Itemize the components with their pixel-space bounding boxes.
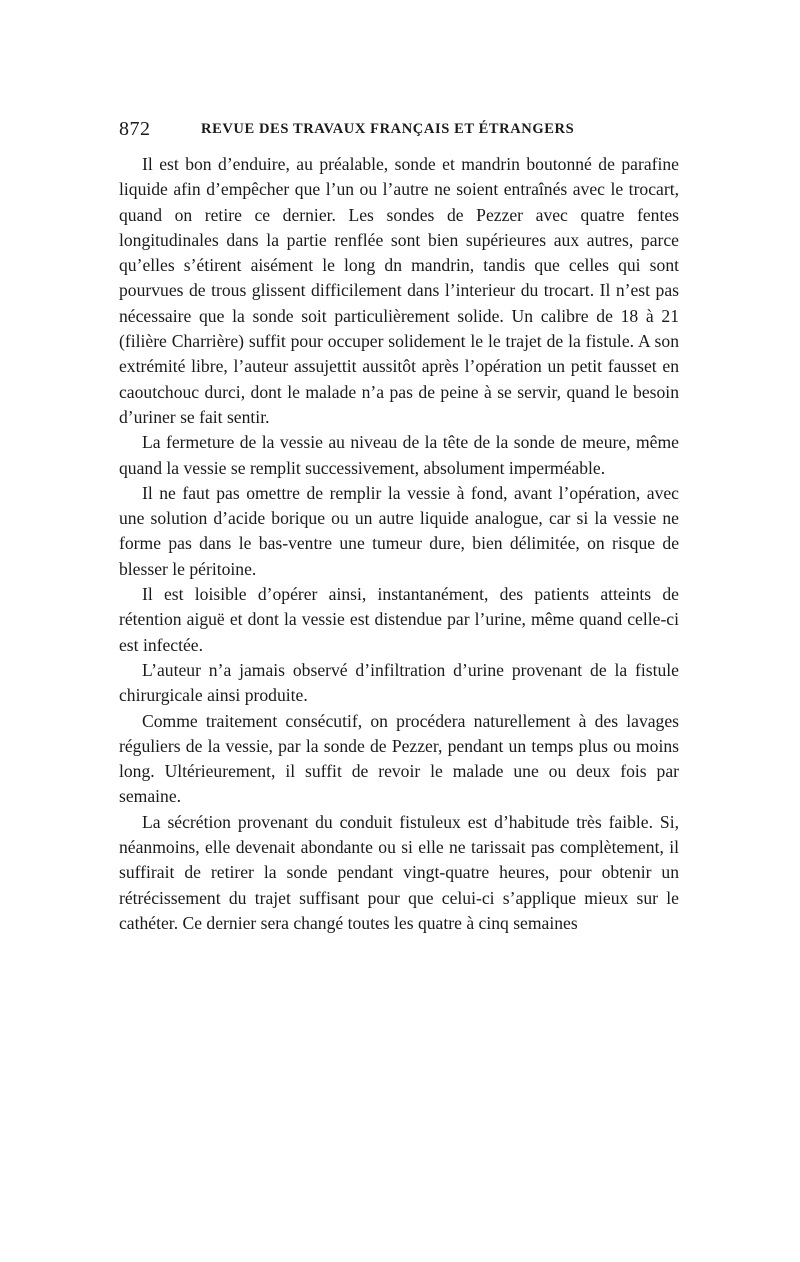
- paragraph-retention-aigue: Il est loisible d’opérer ainsi, instantanément, des patients atteints de rétention aiguë et dont la vessie est distendue par l’urine, même quand celle-ci est infectée.: [119, 584, 679, 655]
- paragraph-fermeture-vessie: La fermeture de la vessie au niveau de la tête de la sonde de meure, même quand la vessie se remplit successivement, absolument imperméable.: [119, 432, 679, 478]
- body-text: [119, 152, 679, 936]
- paragraph-secretion: La sécrétion provenant du conduit fistuleux est d’habitude très faible. Si, néanmoins, elle devenait abondante ou si elle ne tarissait pas complètement, il suffirait de retirer la sonde pendant vingt-quatre heures, pour obtenir un rétrécissement du trajet suffisant pour que celui-ci s’applique mieux sur le cathéter. Ce dernier sera changé toutes les quatre à cinq semaines: [119, 811, 679, 933]
- paragraph-remplir-vessie: Il ne faut pas omettre de remplir la vessie à fond, avant l’opération, avec une solution d’acide borique ou un autre liquide analogue, car si la vessie ne forme pas dans le bas-ventre une tumeur dure, bien délimitée, on risque de blesser le péritoine.: [119, 482, 679, 579]
- paragraph-infiltration: L’auteur n’a jamais observé d’infiltration d’urine provenant de la fistule chirurgicale ainsi produite.: [119, 659, 679, 706]
- running-header: [119, 118, 679, 142]
- paragraph-sonde-preparation: Il est bon d’enduire, au préalable, sonde et mandrin boutonné de parafine liquide afin d’empêcher que l’un ou l’autre ne soient entraînés avec le trocart, quand on retire ce dernier. Les sondes de Pezzer avec quatre fentes longitudinales dans la partie renflée sont bien supérieures aux autres, parce qu’elles s’étirent aisément le long dn mandrin, tandis que celles qui sont pourvues de trous glissent difficilement dans l’interieur du trocart. Il n’est pas nécessaire que la sonde soit particulièrement solide. Un calibre de 18 à 21 (filière Charrière) suffit pour occuper solidement le le trajet de la fistule. A son extrémité libre, l’auteur assujettit aussitôt après l’opération un petit fausset en caoutchouc durci, dont le malade n’a pas de peine à se servir, quand le besoin d’uriner se fait sentir.: [119, 154, 679, 427]
- page-number: 872: [119, 118, 151, 140]
- running-title: REVUE DES TRAVAUX FRANÇAIS ET ÉTRANGERS: [201, 121, 575, 137]
- paragraph-traitement-consecutif: Comme traitement consécutif, on procédera naturellement à des lavages réguliers de la vessie, par la sonde de Pezzer, pendant un temps plus ou moins long. Ultérieurement, il suffit de revoir le malade une ou deux fois par semaine.: [119, 710, 679, 807]
